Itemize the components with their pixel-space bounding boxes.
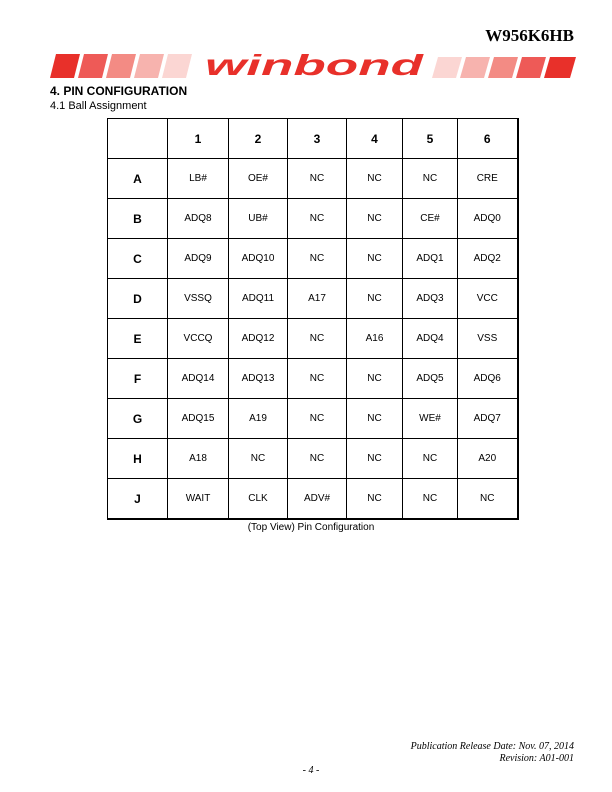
pin-cell: NC — [288, 359, 347, 399]
logo-stripes-left — [50, 54, 192, 78]
pin-cell: OE# — [229, 159, 288, 199]
pin-cell: NC — [288, 199, 347, 239]
row-header: C — [108, 239, 168, 279]
row-header: F — [108, 359, 168, 399]
pin-cell: ADQ9 — [168, 239, 229, 279]
row-header: A — [108, 159, 168, 199]
row-header: J — [108, 479, 168, 520]
pin-cell: ADQ13 — [229, 359, 288, 399]
section-title: 4. PIN CONFIGURATION — [50, 84, 188, 98]
table-row — [108, 399, 518, 439]
pin-cell: NC — [458, 479, 518, 520]
pin-cell: NC — [347, 239, 403, 279]
pin-cell: NC — [288, 159, 347, 199]
pin-cell: A20 — [458, 439, 518, 479]
pin-cell: VSSQ — [168, 279, 229, 319]
table-row — [108, 359, 518, 399]
pin-cell: NC — [229, 439, 288, 479]
footer-info — [411, 741, 574, 765]
pin-cell: ADQ10 — [229, 239, 288, 279]
pin-cell: NC — [288, 399, 347, 439]
pin-cell: CE# — [403, 199, 458, 239]
pin-cell: A16 — [347, 319, 403, 359]
ball-assignment-table — [107, 118, 519, 520]
pin-cell: CRE — [458, 159, 518, 199]
pin-cell: A18 — [168, 439, 229, 479]
pin-cell: NC — [347, 199, 403, 239]
column-header: 6 — [458, 119, 518, 159]
pin-cell: NC — [403, 439, 458, 479]
pin-cell: ADQ12 — [229, 319, 288, 359]
table-caption: (Top View) Pin Configuration — [247, 522, 375, 533]
pin-cell: ADQ3 — [403, 279, 458, 319]
row-header: H — [108, 439, 168, 479]
pin-cell: NC — [347, 439, 403, 479]
pin-cell: CLK — [229, 479, 288, 520]
pin-cell: NC — [347, 279, 403, 319]
page-number: - 4 - — [302, 765, 320, 776]
table-row — [108, 279, 518, 319]
pin-cell: WE# — [403, 399, 458, 439]
row-header: G — [108, 399, 168, 439]
pin-cell: NC — [347, 399, 403, 439]
column-header: 2 — [229, 119, 288, 159]
part-number: W956K6HB — [485, 26, 574, 45]
pin-cell: ADQ5 — [403, 359, 458, 399]
pin-cell: ADQ15 — [168, 399, 229, 439]
pin-cell: ADQ2 — [458, 239, 518, 279]
release-date: Publication Release Date: Nov. 07, 2014 — [410, 741, 574, 752]
pin-cell: NC — [403, 159, 458, 199]
pin-cell: ADQ4 — [403, 319, 458, 359]
row-header: D — [108, 279, 168, 319]
svg-text:winbond: winbond — [205, 54, 425, 78]
pin-cell: WAIT — [168, 479, 229, 520]
pin-cell: VCCQ — [168, 319, 229, 359]
column-header: 1 — [168, 119, 229, 159]
pin-cell: ADQ7 — [458, 399, 518, 439]
pin-cell: NC — [347, 479, 403, 520]
pin-cell: NC — [288, 319, 347, 359]
pin-cell: NC — [403, 479, 458, 520]
pin-cell: VSS — [458, 319, 518, 359]
pin-cell: NC — [347, 359, 403, 399]
row-header: B — [108, 199, 168, 239]
pin-cell: UB# — [229, 199, 288, 239]
revision: Revision: A01-001 — [499, 753, 574, 764]
table-row — [108, 159, 518, 199]
pin-cell: VCC — [458, 279, 518, 319]
pin-cell: ADQ6 — [458, 359, 518, 399]
header-row — [108, 119, 518, 159]
winbond-logo — [50, 54, 578, 78]
pin-cell: ADQ0 — [458, 199, 518, 239]
column-header: 5 — [403, 119, 458, 159]
table-row — [108, 479, 518, 520]
pin-cell: A19 — [229, 399, 288, 439]
pin-cell: NC — [288, 239, 347, 279]
table-row — [108, 319, 518, 359]
pin-cell: NC — [288, 439, 347, 479]
pin-cell: ADQ11 — [229, 279, 288, 319]
column-header: 4 — [347, 119, 403, 159]
column-header: 3 — [288, 119, 347, 159]
pin-cell: ADQ1 — [403, 239, 458, 279]
corner-cell — [108, 119, 168, 159]
section-subtitle: 4.1 Ball Assignment — [50, 100, 147, 112]
pin-cell: NC — [347, 159, 403, 199]
logo-stripes-right — [432, 57, 576, 78]
table-row — [108, 239, 518, 279]
pin-cell: LB# — [168, 159, 229, 199]
pin-cell: A17 — [288, 279, 347, 319]
table-row — [108, 439, 518, 479]
pin-cell: ADQ14 — [168, 359, 229, 399]
pin-cell: ADV# — [288, 479, 347, 520]
row-header: E — [108, 319, 168, 359]
pin-cell: ADQ8 — [168, 199, 229, 239]
table-row — [108, 199, 518, 239]
